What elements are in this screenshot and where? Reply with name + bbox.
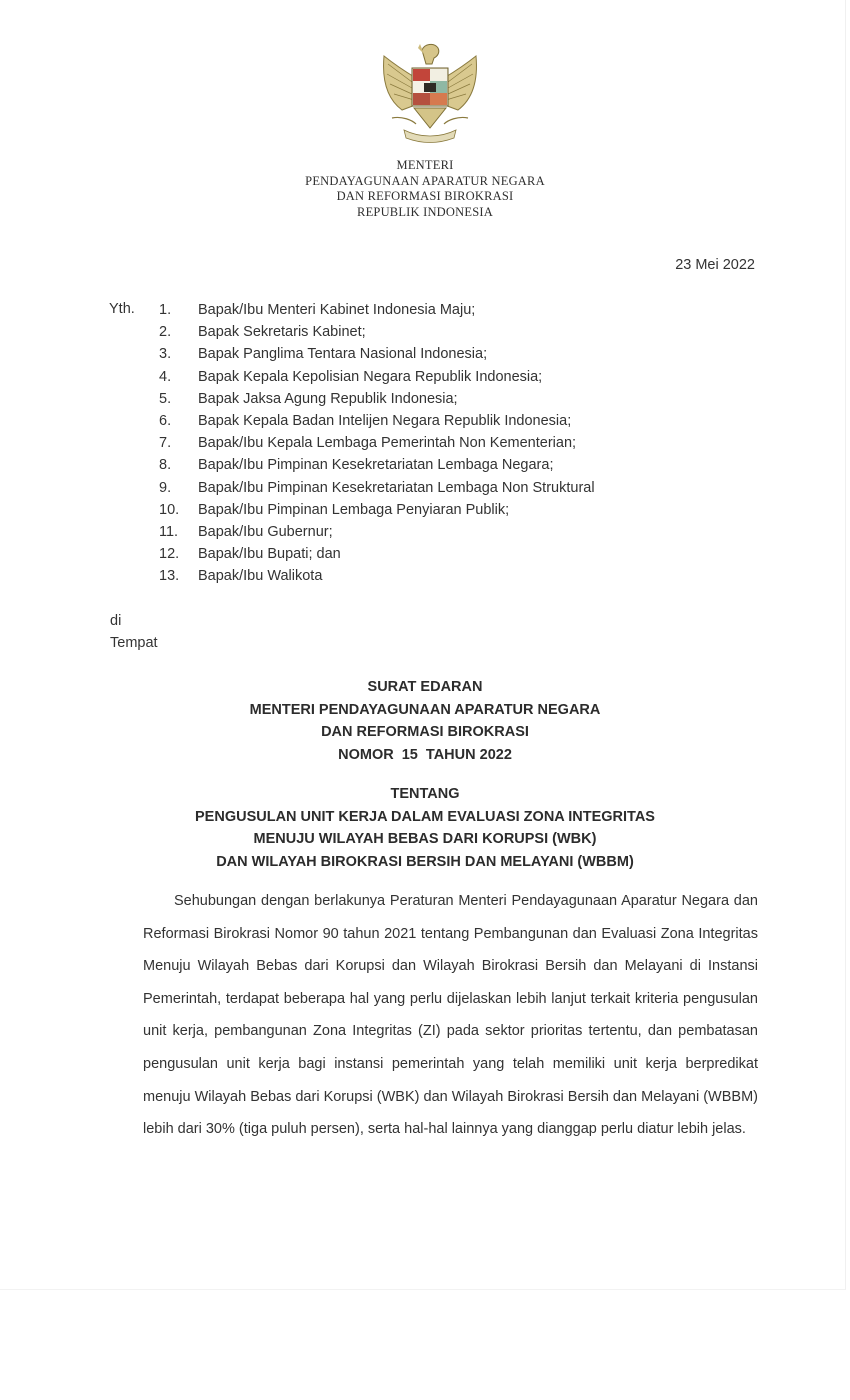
addressee-label: Yth. — [109, 301, 135, 317]
recipient-item — [159, 501, 595, 523]
letterhead-line: REPUBLIK INDONESIA — [357, 204, 493, 219]
addressee-location — [110, 610, 158, 654]
recipient-text: Bapak Kepala Kepolisian Negara Republik Indonesia; — [198, 368, 543, 385]
document-subject — [0, 783, 850, 873]
letter-date: 23 Mei 2022 — [675, 257, 755, 273]
recipient-text: Bapak/Ibu Menteri Kabinet Indonesia Maju; — [198, 302, 476, 318]
recipient-text: Bapak Jaksa Agung Republik Indonesia; — [198, 390, 458, 407]
recipient-number: 6. — [159, 412, 172, 429]
recipient-text: Bapak/Ibu Pimpinan Kesekretariatan Lembaga Negara; — [198, 457, 554, 474]
recipient-text: Bapak Kepala Badan Intelijen Negara Republik Indonesia; — [198, 412, 572, 429]
recipient-item — [159, 567, 595, 589]
recipient-number: 5. — [159, 390, 172, 407]
garuda-emblem-icon — [372, 38, 488, 150]
recipient-number: 11. — [159, 523, 179, 540]
recipient-text: Bapak/Ibu Gubernur; — [198, 523, 333, 540]
title-line: SURAT EDARAN — [367, 679, 483, 695]
recipient-text: Bapak/Ibu Walikota — [198, 568, 323, 585]
title-line: MENTERI PENDAYAGUNAAN APARATUR NEGARA — [249, 701, 601, 718]
letterhead-line: MENTERI — [396, 158, 454, 172]
recipient-item — [159, 545, 595, 567]
subject-line: PENGUSULAN UNIT KERJA DALAM EVALUASI ZONA INTEGRITAS — [195, 808, 655, 825]
body-paragraph: Sehubungan dengan berlakunya Peraturan Menteri Pendayagunaan Aparatur Negara dan Reformasi Birokrasi Nomor 90 tahun 2021 tentang Pembangunan dan Evaluasi Zona Integritas Menuju Wilayah Bebas dari Korupsi dan Wilayah Birokrasi Bersih dan Melayani di Instansi Pemerintah, terdapat beberapa hal yang perlu dijelaskan lebih lanjut terkait kriteria pengusulan unit kerja, pembangunan Zona Integritas (ZI) pada sektor prioritas tertentu, dan pembatasan pengusulan unit kerja bagi instansi pemerintah yang telah memiliki unit kerja berpredikat menuju Wilayah Bebas dari Korupsi (WBK) dan Wilayah Birokrasi Bersih dan Melayani (WBBM) lebih dari 30% (tiga puluh persen), serta hal-hal lainnya yang dianggap perlu diatur lebih jelas. — [143, 893, 758, 1138]
recipient-item — [159, 301, 595, 323]
recipient-number: 12. — [159, 546, 180, 563]
recipient-item — [159, 523, 595, 545]
recipient-number: 3. — [159, 346, 172, 363]
recipient-number: 9. — [159, 479, 172, 496]
recipient-number: 8. — [159, 457, 172, 474]
letterhead — [0, 158, 850, 220]
recipient-text: Bapak/Ibu Pimpinan Lembaga Penyiaran Publik; — [198, 501, 510, 518]
subject-line: MENUJU WILAYAH BEBAS DARI KORUPSI (WBK) — [253, 831, 597, 847]
title-line: DAN REFORMASI BIROKRASI — [321, 724, 529, 740]
recipient-item — [159, 368, 595, 390]
recipient-item — [159, 456, 595, 478]
letterhead-line: DAN REFORMASI BIROKRASI — [336, 189, 514, 203]
recipient-text: Bapak Panglima Tentara Nasional Indonesia; — [198, 346, 488, 363]
recipient-item — [159, 323, 595, 345]
location-line: Tempat — [110, 635, 158, 651]
recipient-number: 7. — [159, 435, 172, 452]
recipient-text: Bapak/Ibu Bupati; dan — [198, 546, 341, 563]
recipient-number: 4. — [159, 368, 172, 385]
subject-line: TENTANG — [390, 786, 460, 802]
recipient-item — [159, 345, 595, 367]
recipient-item — [159, 434, 595, 456]
recipient-item — [159, 390, 595, 412]
subject-line: DAN WILAYAH BIROKRASI BERSIH DAN MELAYANI (WBBM) — [216, 853, 634, 870]
recipient-number: 1. — [159, 302, 172, 318]
recipient-text: Bapak/Ibu Kepala Lembaga Pemerintah Non Kementerian; — [198, 435, 577, 452]
recipient-text: Bapak/Ibu Pimpinan Kesekretariatan Lembaga Non Struktural — [198, 479, 595, 496]
recipient-text: Bapak Sekretaris Kabinet; — [198, 324, 366, 341]
recipient-item — [159, 412, 595, 434]
document-title — [0, 676, 850, 766]
recipient-item — [159, 479, 595, 501]
letterhead-line: PENDAYAGUNAAN APARATUR NEGARA — [305, 173, 545, 188]
title-line: NOMOR 15 TAHUN 2022 — [338, 746, 512, 763]
recipient-list — [159, 301, 595, 589]
location-line: di — [110, 613, 122, 629]
recipient-number: 2. — [159, 324, 172, 341]
recipient-number: 13. — [159, 568, 180, 585]
recipient-number: 10. — [159, 501, 180, 518]
